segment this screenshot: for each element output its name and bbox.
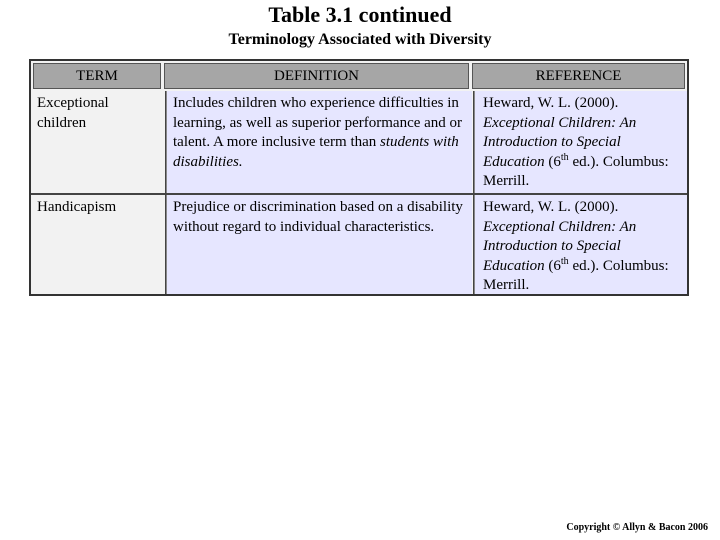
row2-ref-title: Exceptional Children: An Introduction to Special Education — [483, 218, 637, 274]
header-term: TERM — [33, 63, 161, 89]
page-subtitle: Terminology Associated with Diversity — [228, 31, 492, 48]
row1-term: Exceptional children — [31, 91, 165, 194]
row1-definition-italic: students with disabilities. — [173, 134, 459, 170]
row2-term: Handicapism — [31, 194, 165, 294]
copyright-footer: Copyright © Allyn & Bacon 2006 — [566, 522, 708, 533]
row2-ref-author: Heward, W. L. (2000). — [483, 199, 619, 215]
row2-ref-edition-sup: th — [560, 255, 569, 267]
header-definition: DEFINITION — [164, 63, 469, 89]
row2-definition — [166, 194, 472, 294]
row1-definition-text: Includes children who experience difficulties in learning, as well as superior performance and or talent. A more inclusive term than — [173, 95, 463, 150]
terminology-table — [29, 59, 689, 296]
row1-ref-publisher: Columbus: Merrill. — [483, 153, 669, 189]
row2-definition-text: Prejudice or discrimination based on a disability without regard to individual characteristics. — [173, 199, 463, 235]
column-divider-1 — [165, 91, 166, 294]
row1-ref-author: Heward, W. L. (2000). — [483, 95, 619, 111]
header-reference: REFERENCE — [472, 63, 685, 89]
row1-ref-edition-close: ed.). — [568, 153, 600, 170]
row1-reference — [474, 91, 687, 194]
row1-ref-edition-open: (6 — [544, 153, 561, 170]
row1-ref-edition-sup: th — [560, 151, 569, 163]
row2-reference — [474, 194, 687, 294]
row2-ref-edition-open: (6 — [544, 257, 561, 274]
column-divider-2 — [473, 91, 474, 294]
page-title: Table 3.1 continued — [268, 2, 452, 27]
row2-ref-edition-close: ed.). — [568, 257, 600, 274]
row2-ref-publisher: Columbus: Merrill. — [483, 257, 669, 293]
row1-definition — [166, 91, 472, 194]
row-divider — [31, 193, 687, 195]
row1-ref-title: Exceptional Children: An Introduction to Special Education — [483, 114, 637, 170]
